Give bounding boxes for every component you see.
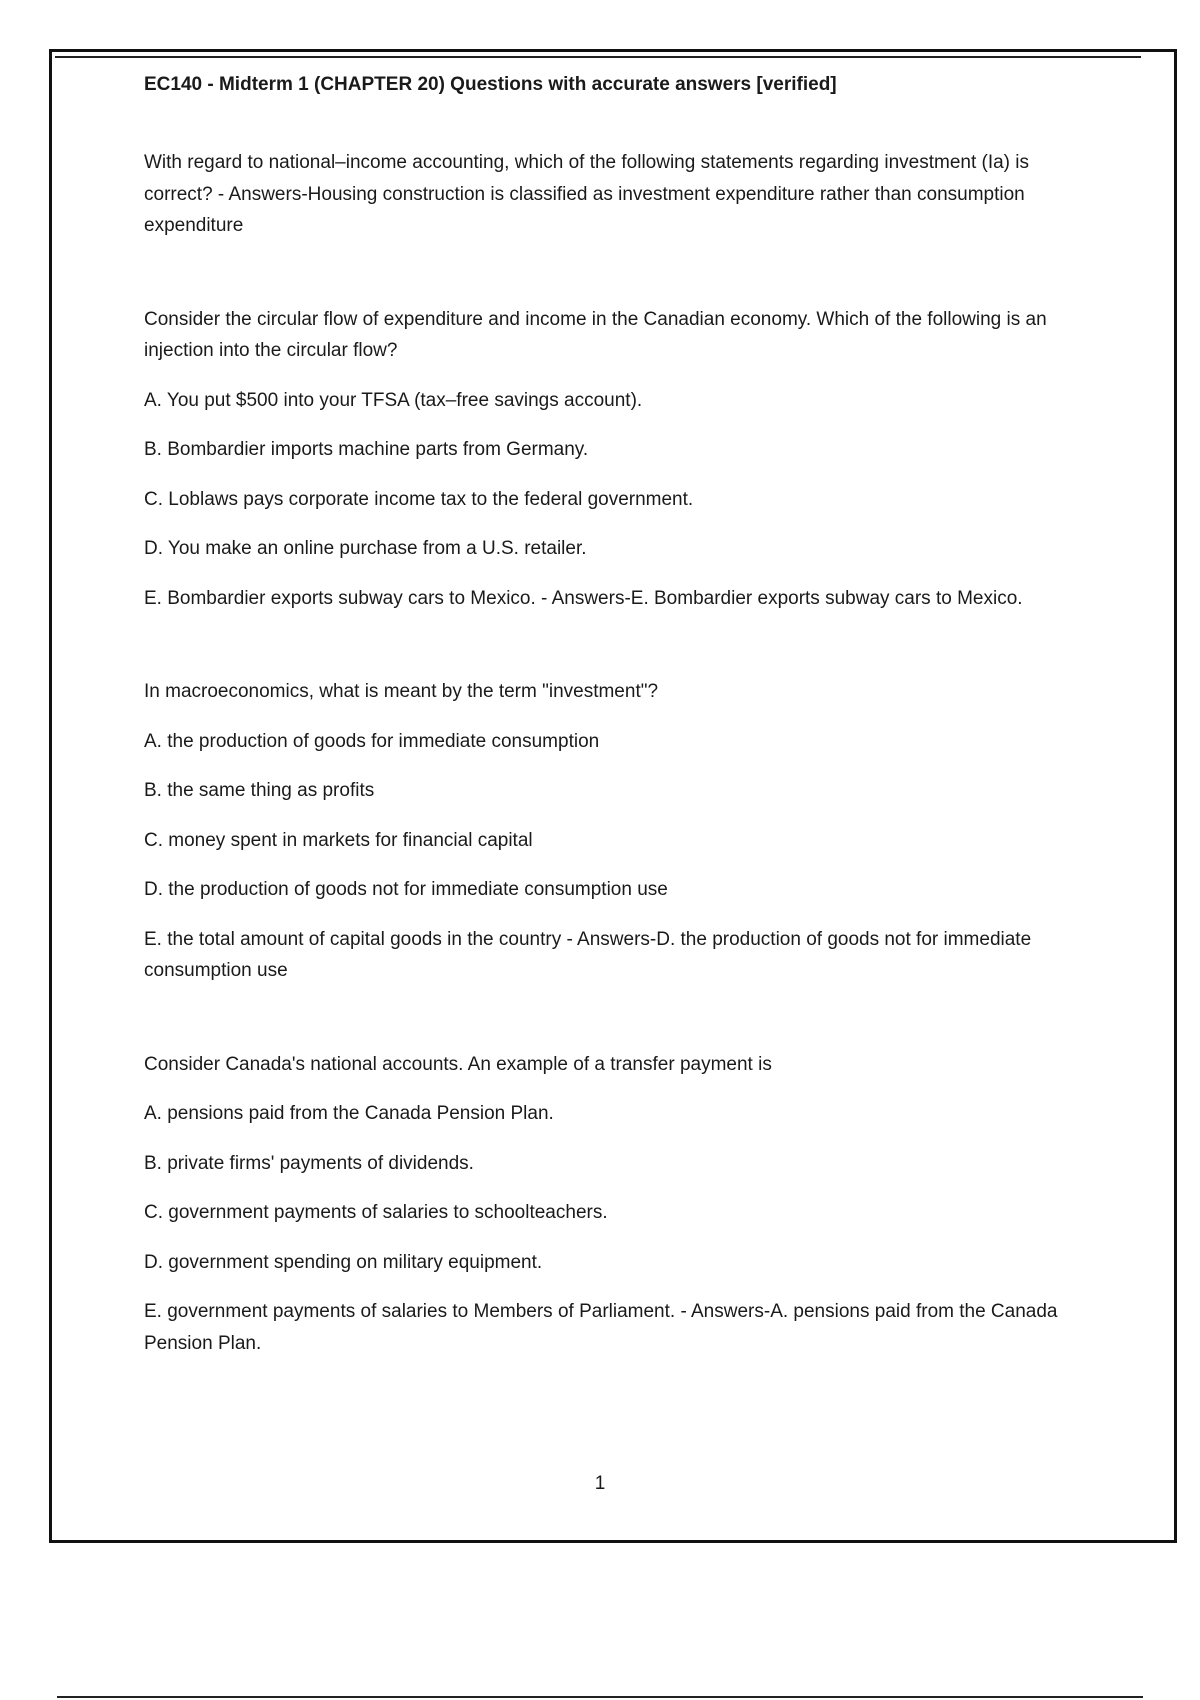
question-4-option-a: A. pensions paid from the Canada Pension Plan. — [144, 1103, 554, 1124]
question-4-option-e-answer: E. government payments of salaries to Members of Parliament. - Answers-A. pensions paid from the Canada Pension Plan. — [144, 1301, 1058, 1354]
document-body — [144, 70, 1099, 1359]
question-3-option-a: A. the production of goods for immediate consumption — [144, 730, 600, 752]
top-rule — [55, 56, 1141, 58]
page-number: 1 — [594, 1473, 606, 1494]
question-2-option-c: C. Loblaws pays corporate income tax to the federal government. — [144, 488, 694, 510]
question-2-option-a: A. You put $500 into your TFSA (tax–free savings account). — [144, 389, 643, 411]
question-3-option-b: B. the same thing as profits — [144, 780, 375, 801]
question-4-option-d: D. government spending on military equipment. — [144, 1251, 543, 1273]
question-2-option-b: B. Bombardier imports machine parts from Germany. — [144, 439, 589, 460]
question-4-stem: Consider Canada's national accounts. An example of a transfer payment is — [144, 1053, 772, 1075]
question-2-option-d: D. You make an online purchase from a U.S. retailer. — [144, 538, 587, 559]
document-title: EC140 - Midterm 1 (CHAPTER 20) Questions with accurate answers [verified] — [144, 74, 837, 95]
question-3-option-e-answer: E. the total amount of capital goods in the country - Answers-D. the production of goods not for immediate consumption use — [144, 928, 1032, 981]
question-3-stem: In macroeconomics, what is meant by the term "investment"? — [144, 681, 659, 702]
question-2-stem: Consider the circular flow of expenditure and income in the Canadian economy. Which of the following is an injection into the circular flow? — [144, 308, 1047, 361]
question-2-option-e-answer: E. Bombardier exports subway cars to Mexico. - Answers-E. Bombardier exports subway cars to Mexico. — [144, 587, 1023, 609]
question-4-option-b: B. private firms' payments of dividends. — [144, 1152, 474, 1174]
question-4-option-c: C. government payments of salaries to schoolteachers. — [144, 1202, 608, 1223]
question-1-text: With regard to national–income accounting, which of the following statements regarding investment (Ia) is correct? - Answers-Housing construction is classified as investment expenditure rather than consumption expenditure — [144, 152, 1030, 236]
bottom-rule — [57, 1696, 1143, 1698]
question-3-option-d: D. the production of goods not for immediate consumption use — [144, 879, 668, 900]
question-3-option-c: C. money spent in markets for financial capital — [144, 829, 533, 851]
